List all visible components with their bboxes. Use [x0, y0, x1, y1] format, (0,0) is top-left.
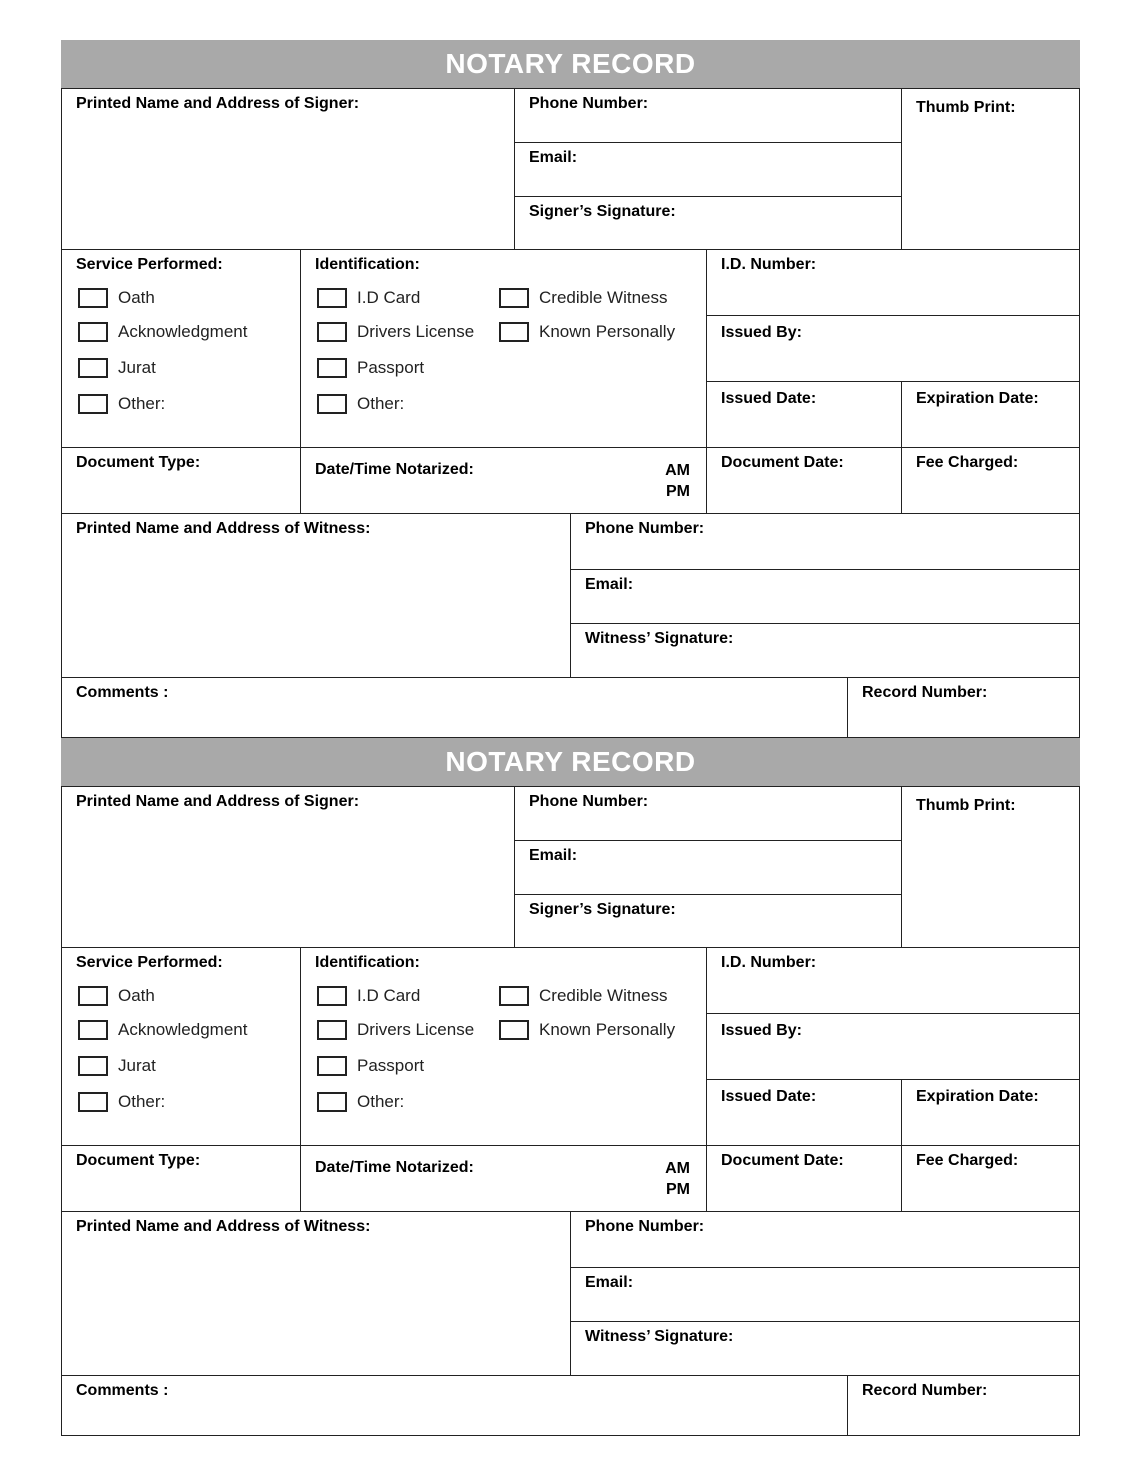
signer-email-label: Email: [529, 847, 578, 864]
signer-name-address-field[interactable] [61, 786, 515, 948]
record-title: NOTARY RECORD [61, 40, 1080, 88]
checkbox[interactable] [317, 1092, 347, 1112]
witness-name-address-field[interactable] [61, 513, 571, 678]
signer-signature-field[interactable] [514, 196, 902, 250]
id-option-passport[interactable]: Passport [317, 1056, 424, 1076]
expiration-date-label: Expiration Date: [916, 390, 1039, 407]
witness-name-address-label: Printed Name and Address of Witness: [76, 1218, 371, 1235]
thumb-print-field[interactable] [901, 88, 1080, 250]
id-number-field[interactable] [706, 947, 1080, 1014]
checkbox[interactable] [317, 288, 347, 308]
checkbox[interactable] [78, 1020, 108, 1040]
id-number-label: I.D. Number: [721, 954, 817, 971]
witness-phone-label: Phone Number: [585, 520, 705, 537]
witness-signature-label: Witness’ Signature: [585, 1328, 734, 1345]
id-option-other[interactable]: Other: [317, 1092, 404, 1112]
id-option-known-personally[interactable]: Known Personally [499, 1020, 675, 1040]
witness-email-label: Email: [585, 1274, 634, 1291]
service-performed-section [61, 947, 301, 1146]
document-type-label: Document Type: [76, 1152, 201, 1169]
checkbox[interactable] [317, 322, 347, 342]
date-time-notarized-field[interactable] [300, 447, 707, 514]
document-type-field[interactable] [61, 1145, 301, 1212]
checkbox[interactable] [317, 394, 347, 414]
identification-label: Identification: [315, 256, 420, 273]
signer-email-field[interactable] [514, 142, 902, 197]
checkbox[interactable] [78, 394, 108, 414]
record-number-label: Record Number: [862, 684, 988, 701]
am-label[interactable]: AM [665, 462, 690, 479]
service-option-jurat[interactable]: Jurat [78, 1056, 156, 1076]
id-option-other[interactable]: Other: [317, 394, 404, 414]
witness-signature-field[interactable] [570, 1321, 1080, 1376]
expiration-date-field[interactable] [901, 1079, 1080, 1146]
identification-label: Identification: [315, 954, 420, 971]
signer-signature-label: Signer’s Signature: [529, 901, 676, 918]
document-type-field[interactable] [61, 447, 301, 514]
document-date-label: Document Date: [721, 1152, 844, 1169]
signer-phone-label: Phone Number: [529, 95, 649, 112]
id-option-drivers-license[interactable]: Drivers License [317, 322, 474, 342]
record-title: NOTARY RECORD [61, 738, 1080, 786]
witness-name-address-field[interactable] [61, 1211, 571, 1376]
record-number-field[interactable] [847, 677, 1080, 738]
witness-signature-field[interactable] [570, 623, 1080, 678]
date-time-notarized-label: Date/Time Notarized: [315, 1159, 474, 1176]
fee-charged-label: Fee Charged: [916, 1152, 1019, 1169]
document-date-label: Document Date: [721, 454, 844, 471]
id-option-credible-witness[interactable]: Credible Witness [499, 288, 668, 308]
checkbox[interactable] [499, 288, 529, 308]
signer-signature-field[interactable] [514, 894, 902, 948]
service-performed-label: Service Performed: [76, 256, 223, 273]
am-label[interactable]: AM [665, 1160, 690, 1177]
comments-label: Comments : [76, 684, 169, 701]
checkbox[interactable] [499, 1020, 529, 1040]
service-option-acknowledgment[interactable]: Acknowledgment [78, 322, 247, 342]
date-time-notarized-field[interactable] [300, 1145, 707, 1212]
comments-label: Comments : [76, 1382, 169, 1399]
id-option-credible-witness[interactable]: Credible Witness [499, 986, 668, 1006]
document-date-field[interactable] [706, 1145, 902, 1212]
service-option-other[interactable]: Other: [78, 1092, 165, 1112]
witness-name-address-label: Printed Name and Address of Witness: [76, 520, 371, 537]
checkbox[interactable] [317, 986, 347, 1006]
checkbox[interactable] [317, 358, 347, 378]
signer-email-label: Email: [529, 149, 578, 166]
id-option-known-personally[interactable]: Known Personally [499, 322, 675, 342]
checkbox[interactable] [499, 986, 529, 1006]
service-option-other[interactable]: Other: [78, 394, 165, 414]
witness-phone-label: Phone Number: [585, 1218, 705, 1235]
checkbox[interactable] [78, 986, 108, 1006]
signer-phone-field[interactable] [514, 786, 902, 841]
issued-date-field[interactable] [706, 1079, 902, 1146]
fee-charged-field[interactable] [901, 447, 1080, 514]
date-time-notarized-label: Date/Time Notarized: [315, 461, 474, 478]
comments-field[interactable] [61, 677, 848, 738]
signer-name-address-label: Printed Name and Address of Signer: [76, 793, 360, 810]
service-performed-section [61, 249, 301, 448]
issued-date-field[interactable] [706, 381, 902, 448]
id-option-id-card[interactable]: I.D Card [317, 288, 420, 308]
thumb-print-label: Thumb Print: [916, 99, 1016, 116]
am-pm-indicator [665, 460, 690, 502]
issued-date-label: Issued Date: [721, 390, 817, 407]
issued-by-field[interactable] [706, 1013, 1080, 1080]
signer-email-field[interactable] [514, 840, 902, 895]
checkbox[interactable] [317, 1056, 347, 1076]
document-date-field[interactable] [706, 447, 902, 514]
thumb-print-field[interactable] [901, 786, 1080, 948]
thumb-print-label: Thumb Print: [916, 797, 1016, 814]
witness-email-field[interactable] [570, 569, 1080, 624]
id-number-label: I.D. Number: [721, 256, 817, 273]
signer-signature-label: Signer’s Signature: [529, 203, 676, 220]
service-performed-label: Service Performed: [76, 954, 223, 971]
witness-phone-field[interactable] [570, 513, 1080, 570]
expiration-date-label: Expiration Date: [916, 1088, 1039, 1105]
witness-email-label: Email: [585, 576, 634, 593]
signer-name-address-field[interactable] [61, 88, 515, 250]
id-option-passport[interactable]: Passport [317, 358, 424, 378]
signer-phone-field[interactable] [514, 88, 902, 143]
pm-label[interactable]: PM [666, 483, 690, 500]
checkbox[interactable] [78, 322, 108, 342]
fee-charged-label: Fee Charged: [916, 454, 1019, 471]
service-option-jurat[interactable]: Jurat [78, 358, 156, 378]
witness-phone-field[interactable] [570, 1211, 1080, 1268]
comments-field[interactable] [61, 1375, 848, 1436]
id-option-drivers-license[interactable]: Drivers License [317, 1020, 474, 1040]
checkbox[interactable] [78, 358, 108, 378]
issued-by-field[interactable] [706, 315, 1080, 382]
issued-by-label: Issued By: [721, 324, 802, 341]
issued-by-label: Issued By: [721, 1022, 802, 1039]
checkbox[interactable] [499, 322, 529, 342]
checkbox[interactable] [78, 288, 108, 308]
service-option-oath[interactable]: Oath [78, 288, 155, 308]
checkbox[interactable] [78, 1092, 108, 1112]
fee-charged-field[interactable] [901, 1145, 1080, 1212]
service-option-oath[interactable]: Oath [78, 986, 155, 1006]
witness-email-field[interactable] [570, 1267, 1080, 1322]
id-option-id-card[interactable]: I.D Card [317, 986, 420, 1006]
witness-signature-label: Witness’ Signature: [585, 630, 734, 647]
identification-section [300, 947, 707, 1146]
record-number-label: Record Number: [862, 1382, 988, 1399]
expiration-date-field[interactable] [901, 381, 1080, 448]
id-number-field[interactable] [706, 249, 1080, 316]
pm-label[interactable]: PM [666, 1181, 690, 1198]
signer-phone-label: Phone Number: [529, 793, 649, 810]
identification-section [300, 249, 707, 448]
document-type-label: Document Type: [76, 454, 201, 471]
checkbox[interactable] [78, 1056, 108, 1076]
am-pm-indicator [665, 1158, 690, 1200]
record-number-field[interactable] [847, 1375, 1080, 1436]
service-option-acknowledgment[interactable]: Acknowledgment [78, 1020, 247, 1040]
signer-name-address-label: Printed Name and Address of Signer: [76, 95, 360, 112]
issued-date-label: Issued Date: [721, 1088, 817, 1105]
checkbox[interactable] [317, 1020, 347, 1040]
